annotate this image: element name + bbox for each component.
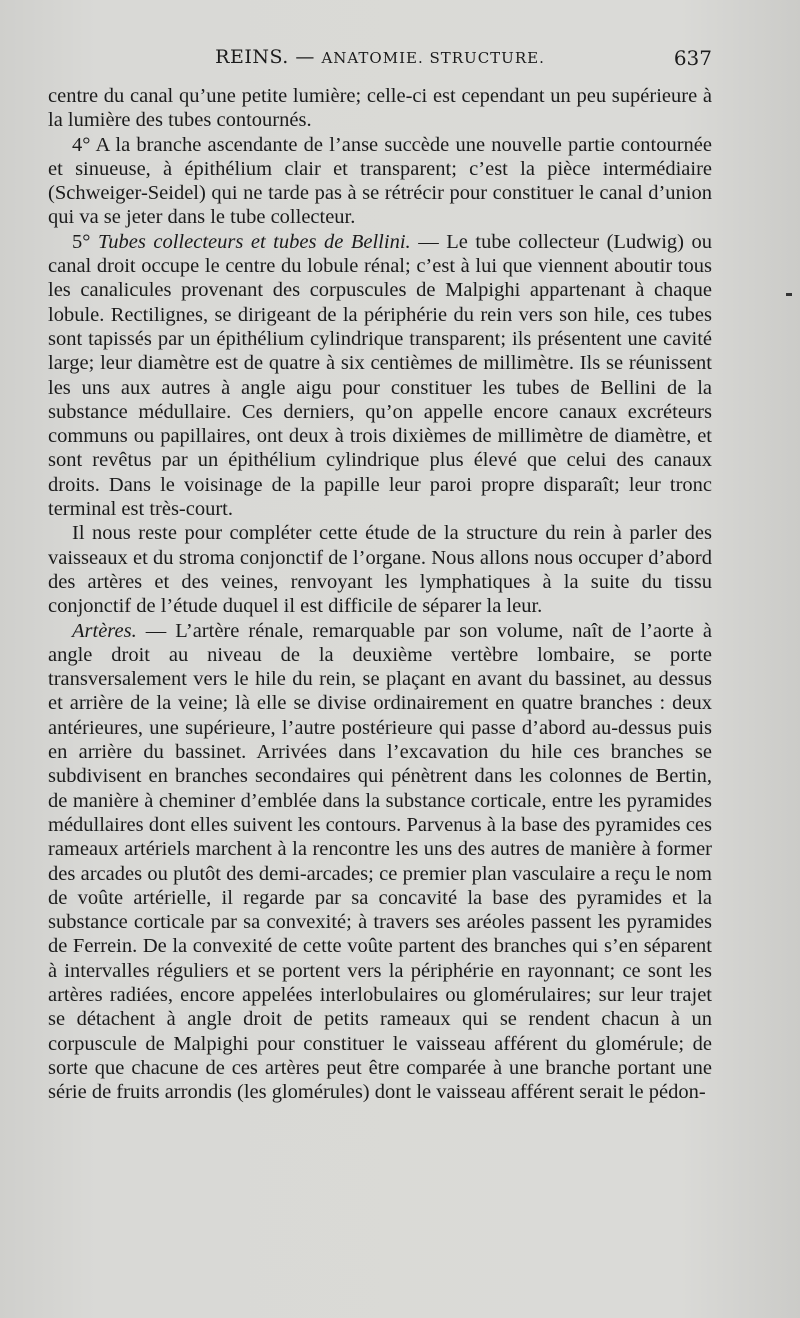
paragraph-text: centre du canal qu’une petite lumière; celle-ci est cependant un peu supérieure à la lumière des tubes contournés. xyxy=(48,85,712,132)
paragraph-item-5 xyxy=(48,230,712,522)
paragraph-text: — L’artère rénale, remarquable par son volume, naît de l’aorte à angle droit au niveau de la deuxième vertèbre lombaire, se porte transversalement vers le hile du rein, se plaçant en avant du bassinet, au dessus et arrière de la veine; là elle se divise ordinairement en quatre branches : deux antérieures, une supérieure, l’autre postérieure qui passe d’abord au-dessus puis en arrière du bassinet. Arrivées dans l’excavation du hile ces branches se subdivisent en branches secondaires qui pénètrent dans les colonnes de Bertin, de manière à cheminer d’emblée dans la substance corticale, entre les pyramides médullaires dont elles suivent les contours. Parvenus à la base des pyramides ces rameaux artériels marchent à la rencontre les uns des autres de manière à former des arcades ou plutôt des demi-arcades; ce premier plan vasculaire a reçu le nom de voûte artérielle, il regarde par sa concavité la base des pyramides et la substance corticale par sa convexité; à travers ses aréoles passent les pyramides de Ferrein. De la convexité de cette voûte partent des branches qui s’en séparent à intervalles réguliers et se portent vers la périphérie en rayonnant; ce sont les artères radiées, encore appelées interlobulaires ou glomérulaires; sur leur trajet se détachent à angle droit de petits rameaux qui se rendent chacun à un corpuscule de Malpighi pour constituer le vaisseau afférent du glomérule; de sorte que chacune de ces artères peut être comparée à une branche portant une série de fruits arrondis (les glomérules) dont le vaisseau afférent serait le pédon- xyxy=(48,619,712,1104)
page-header xyxy=(48,46,712,76)
running-title-main: REINS. — xyxy=(215,46,315,68)
section-heading: Tubes collecteurs et tubes de Bellini. xyxy=(98,230,411,253)
page-number: 637 xyxy=(673,46,712,70)
running-title-section: ANATOMIE. STRUCTURE. xyxy=(321,49,545,67)
running-title xyxy=(48,46,712,68)
page-body xyxy=(48,84,712,1104)
paragraph-text: 4° A la branche ascendante de l’anse succède une nouvelle partie contournée et sinueuse, à épithélium clair et transparent; c’est la pièce intermédiaire (Schweiger-Seidel) qui ne tarde pas à se rétrécir pour constituer le canal d’union qui va se jeter dans le tube collecteur. xyxy=(48,133,712,229)
paragraph-text: — Le tube collecteur (Ludwig) ou canal droit occupe le centre du lobule rénal; c’est à lui que viennent aboutir tous les canalicules provenant des corpuscules de Malpighi appartenant à chaque lobule. Rectilignes, se dirigeant de la périphérie du rein vers son hile, ces tubes sont tapissés par un épithélium cylindrique transparent; ils présentent une cavité large; leur diamètre est de quatre à six centièmes de millimètre. Ils se réunissent les uns aux autres à angle aigu pour constituer les tubes de Bellini de la substance médullaire. Ces derniers, qu’on appelle encore canaux excréteurs communs ou papillaires, ont deux à trois dixièmes de millimètre de diamètre, et sont revêtus par un épithélium cylindrique plus élevé que celui des canaux droits. Dans le voisinage de la papille leur paroi propre disparaît; leur tronc terminal est très-court. xyxy=(48,230,713,521)
paragraph-arteries xyxy=(48,619,712,1105)
paragraph-vessels-intro xyxy=(48,521,712,618)
paragraph-continuation xyxy=(48,84,712,133)
section-heading: Artères. xyxy=(72,619,137,642)
paragraph-item-4 xyxy=(48,133,712,230)
item-number: 5° xyxy=(72,230,91,253)
margin-mark xyxy=(786,293,792,296)
paragraph-text: Il nous reste pour compléter cette étude de la structure du rein à parler des vaisseaux et du stroma conjonctif de l’organe. Nous allons nous occuper d’abord des artères et des veines, renvoyant les lymphatiques à la suite du tissu conjonctif de l’étude duquel il est difficile de séparer la leur. xyxy=(48,522,712,618)
